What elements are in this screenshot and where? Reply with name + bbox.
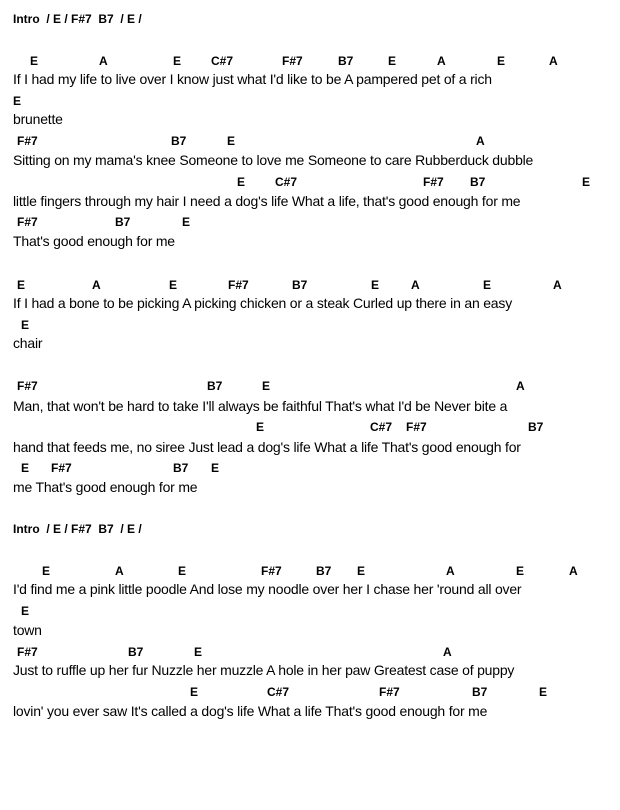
chord: E bbox=[227, 134, 236, 148]
chord: A bbox=[476, 134, 485, 148]
chord: E bbox=[173, 54, 182, 68]
lyric: Sitting on my mama's knee Someone to love me Someone to care Rubberduck dubble bbox=[13, 152, 534, 168]
lyric-line bbox=[0, 580, 620, 598]
chord: E bbox=[357, 564, 366, 578]
chord: B7 bbox=[207, 379, 223, 393]
chord: E bbox=[42, 564, 51, 578]
chord-line bbox=[0, 684, 620, 702]
chord-line bbox=[0, 317, 620, 335]
chord: A bbox=[516, 379, 525, 393]
chord: E bbox=[190, 685, 199, 699]
chord: C#7 bbox=[267, 685, 290, 699]
lyric: little fingers through my hair I need a dog's life What a life, that's good enough for me bbox=[13, 193, 521, 209]
lyric-line bbox=[0, 232, 620, 250]
chord: B7 bbox=[472, 685, 488, 699]
chord-line bbox=[0, 133, 620, 151]
chord: E bbox=[21, 318, 30, 332]
chord: E bbox=[237, 175, 246, 189]
chord: B7 bbox=[528, 420, 544, 434]
chord: B7 bbox=[128, 645, 144, 659]
chord-line bbox=[0, 460, 620, 478]
chord: E bbox=[388, 54, 397, 68]
chord: E bbox=[21, 604, 30, 618]
chord: E bbox=[483, 278, 492, 292]
chord: F#7 bbox=[17, 215, 38, 229]
chord: F#7 bbox=[228, 278, 249, 292]
chord: A bbox=[553, 278, 562, 292]
chord: E bbox=[194, 645, 203, 659]
lyric-line bbox=[0, 151, 620, 169]
lyric-line bbox=[0, 438, 620, 456]
chord-line bbox=[0, 378, 620, 396]
lyric: hand that feeds me, no siree Just lead a dog's life What a life That's good enough for bbox=[13, 439, 521, 455]
lyric: town bbox=[13, 622, 42, 638]
chord: F#7 bbox=[282, 54, 303, 68]
chord: F#7 bbox=[423, 175, 444, 189]
chord: A bbox=[411, 278, 420, 292]
chord: E bbox=[178, 564, 187, 578]
lyric: brunette bbox=[13, 111, 63, 127]
intro-text: Intro / E / F#7 B7 / E / bbox=[13, 12, 142, 26]
chord: E bbox=[211, 461, 220, 475]
intro-line bbox=[0, 521, 620, 539]
chord: E bbox=[169, 278, 178, 292]
chord-line bbox=[0, 174, 620, 192]
chord: E bbox=[539, 685, 548, 699]
chord-line bbox=[0, 214, 620, 232]
chord: E bbox=[516, 564, 525, 578]
chord-line bbox=[0, 53, 620, 71]
chord-line bbox=[0, 277, 620, 295]
chord: B7 bbox=[292, 278, 308, 292]
chord: E bbox=[182, 215, 191, 229]
lyric: If I had my life to live over I know just what I'd like to be A pampered pet of a rich bbox=[13, 71, 492, 87]
chord: A bbox=[443, 645, 452, 659]
chord: B7 bbox=[470, 175, 486, 189]
chord: E bbox=[17, 278, 26, 292]
lyric: If I had a bone to be picking A picking chicken or a steak Curled up there in an easy bbox=[13, 295, 512, 311]
lyric-line bbox=[0, 621, 620, 639]
chord: F#7 bbox=[406, 420, 427, 434]
chord: A bbox=[446, 564, 455, 578]
chord-line bbox=[0, 93, 620, 111]
chord: F#7 bbox=[379, 685, 400, 699]
lyric-line bbox=[0, 334, 620, 352]
chord: B7 bbox=[338, 54, 354, 68]
chord: C#7 bbox=[211, 54, 234, 68]
chord: B7 bbox=[316, 564, 332, 578]
chord: F#7 bbox=[17, 379, 38, 393]
lyric-line bbox=[0, 397, 620, 415]
chord: A bbox=[92, 278, 101, 292]
lyric-line bbox=[0, 192, 620, 210]
chord: B7 bbox=[173, 461, 189, 475]
chord: C#7 bbox=[275, 175, 298, 189]
chord: F#7 bbox=[17, 134, 38, 148]
chord: B7 bbox=[171, 134, 187, 148]
lyric-line bbox=[0, 478, 620, 496]
chord: F#7 bbox=[17, 645, 38, 659]
lyric: lovin' you ever saw It's called a dog's life What a life That's good enough for me bbox=[13, 703, 488, 719]
chord: A bbox=[437, 54, 446, 68]
chord: F#7 bbox=[51, 461, 72, 475]
lyric-line bbox=[0, 702, 620, 720]
chord: B7 bbox=[115, 215, 131, 229]
chord-line bbox=[0, 644, 620, 662]
chord: F#7 bbox=[261, 564, 282, 578]
chord: E bbox=[30, 54, 39, 68]
lyric-line bbox=[0, 110, 620, 128]
lyric-line bbox=[0, 294, 620, 312]
chord: E bbox=[497, 54, 506, 68]
chord: C#7 bbox=[370, 420, 393, 434]
lyric-line bbox=[0, 661, 620, 679]
chord: E bbox=[262, 379, 271, 393]
chord: A bbox=[115, 564, 124, 578]
lyric: chair bbox=[13, 335, 43, 351]
chord: E bbox=[371, 278, 380, 292]
chord: E bbox=[582, 175, 591, 189]
lyric: Just to ruffle up her fur Nuzzle her muzzle A hole in her paw Greatest case of puppy bbox=[13, 662, 515, 678]
chord-line bbox=[0, 563, 620, 581]
lyric-line bbox=[0, 70, 620, 88]
chord: E bbox=[256, 420, 265, 434]
chord-line bbox=[0, 419, 620, 437]
lyric: Man, that won't be hard to take I'll always be faithful That's what I'd be Never bite a bbox=[13, 398, 508, 414]
lyric: I'd find me a pink little poodle And lose my noodle over her I chase her 'round all over bbox=[13, 581, 522, 597]
chord: A bbox=[99, 54, 108, 68]
chord-line bbox=[0, 603, 620, 621]
lyric: me That's good enough for me bbox=[13, 479, 198, 495]
intro-text: Intro / E / F#7 B7 / E / bbox=[13, 522, 142, 536]
chord: E bbox=[13, 94, 22, 108]
chord: A bbox=[569, 564, 578, 578]
lyric: That's good enough for me bbox=[13, 233, 175, 249]
chord: E bbox=[21, 461, 30, 475]
chord: A bbox=[549, 54, 558, 68]
intro-line bbox=[0, 11, 620, 29]
